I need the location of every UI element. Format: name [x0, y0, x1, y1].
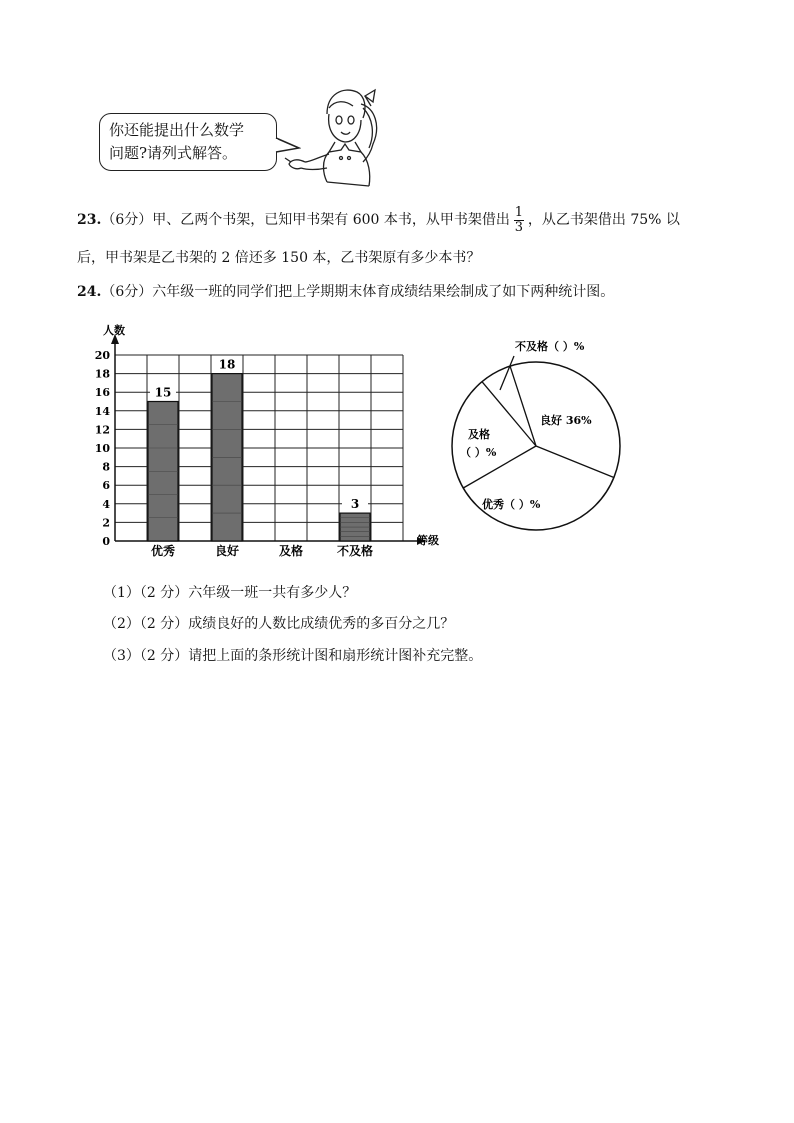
q24-sub-3: （3）（2 分）请把上面的条形统计图和扇形统计图补充完整。 — [103, 648, 483, 664]
bubble-line-2: 问题?请列式解答。 — [109, 144, 238, 162]
speech-bubble — [99, 113, 277, 171]
q23-line-2: 后，甲书架是乙书架的 2 倍还多 150 本，乙书架原有多少本书？ — [77, 250, 481, 266]
data-label: 3 — [350, 497, 360, 512]
girl-illustration — [283, 78, 383, 190]
fraction-numerator: 1 — [514, 204, 524, 220]
y-tick-label: 14 — [95, 404, 110, 418]
y-tick-label: 16 — [95, 386, 110, 400]
y-tick-label: 2 — [102, 516, 110, 530]
q23-points: （6分） — [101, 212, 153, 228]
x-tick-label: 不及格 — [336, 544, 374, 557]
x-tick-label: 良好 — [214, 544, 240, 557]
q24-sub-2: （2）（2 分）成绩良好的人数比成绩优秀的多百分之几？ — [103, 616, 455, 632]
y-tick-label: 18 — [95, 367, 110, 381]
q23-text-part1: 甲、乙两个书架，已知甲书架有 600 本书，从甲书架借出 — [152, 212, 510, 228]
q24-line — [77, 281, 614, 301]
pie-label-bujige: 不及格（ ）% — [515, 340, 585, 353]
pie-label-youxiu: 优秀（ ）% — [482, 498, 541, 511]
y-tick-label: 12 — [95, 423, 110, 437]
y-tick-label: 20 — [95, 349, 110, 362]
x-tick-label: 优秀 — [150, 544, 176, 557]
pie-chart — [440, 330, 640, 540]
q23-fraction — [514, 206, 524, 235]
bubble-line-1: 你还能提出什么数学 — [109, 121, 245, 139]
q24-sub-1: （1）（2 分）六年级一班一共有多少人？ — [103, 585, 357, 601]
y-axis-label: 人数 — [103, 324, 125, 337]
data-label: 18 — [218, 357, 236, 372]
q24-points: （6分） — [101, 284, 153, 300]
q23-text-part2: ，从乙书架借出 75% 以 — [527, 212, 680, 228]
pie-label-jige-percent: （ ）% — [460, 446, 497, 459]
y-tick-label: 6 — [102, 479, 110, 493]
bar-chart — [95, 322, 450, 557]
speech-bubble-tail — [275, 136, 301, 158]
q23-number: 23. — [77, 212, 102, 228]
pie-label-jige: 及格 — [468, 428, 490, 441]
data-label: 15 — [154, 385, 172, 400]
y-tick-label: 8 — [102, 460, 110, 474]
y-tick-label: 0 — [102, 535, 110, 548]
q24-number: 24. — [77, 284, 102, 300]
x-tick-label: 及格 — [278, 544, 304, 557]
x-axis-label: 等级 — [417, 534, 439, 547]
q24-text: 六年级一班的同学们把上学期期末体育成绩结果绘制成了如下两种统计图。 — [152, 284, 615, 300]
y-tick-label: 4 — [102, 497, 110, 511]
q23-line-1 — [77, 203, 680, 237]
pie-label-lianghao: 良好 36% — [540, 414, 592, 427]
fraction-denominator: 3 — [514, 219, 524, 235]
y-tick-label: 10 — [95, 442, 110, 455]
